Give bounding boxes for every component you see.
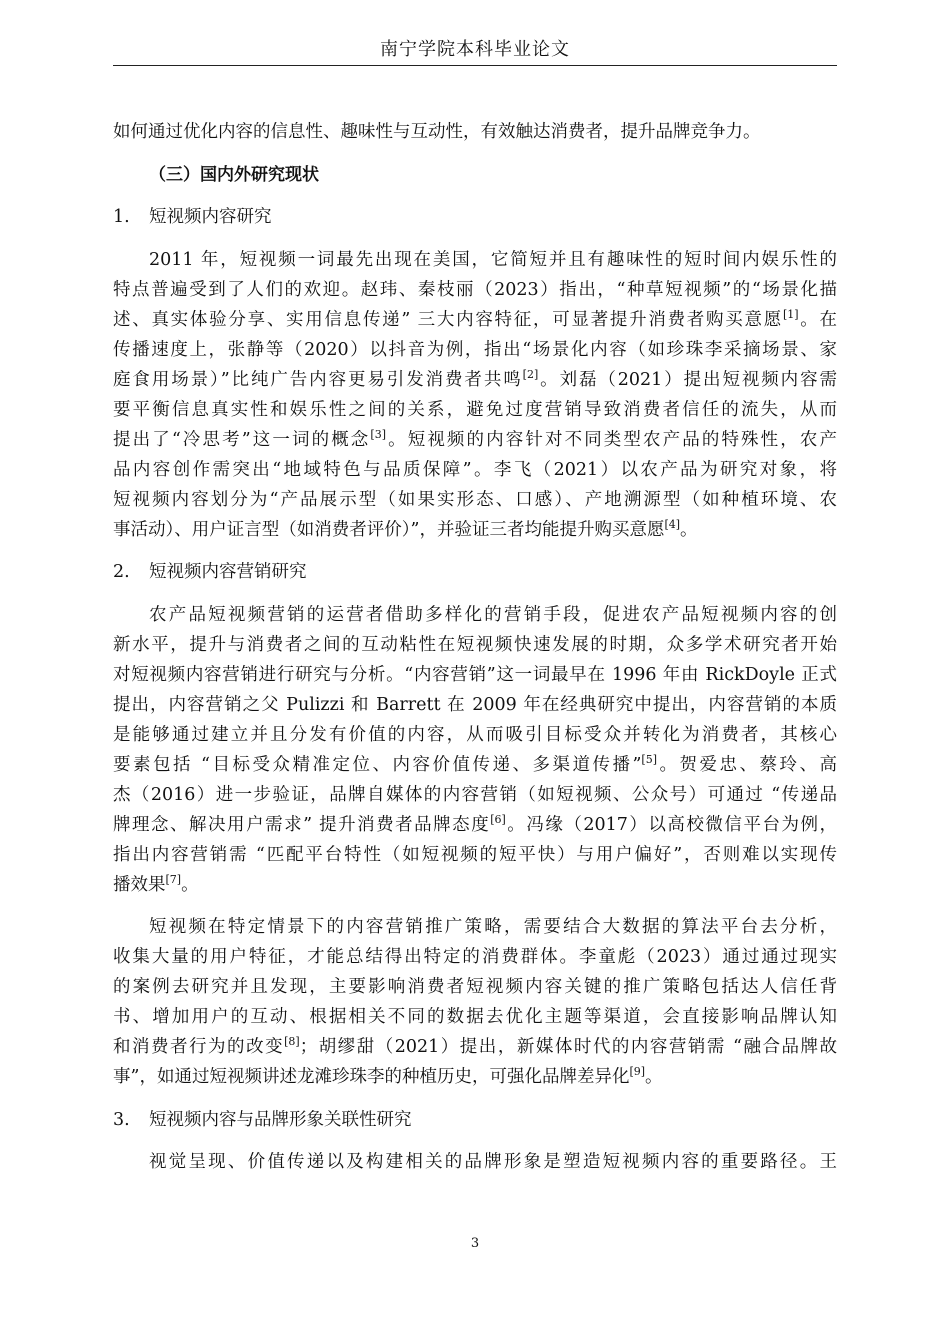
citation-ref: [3]: [370, 427, 386, 441]
page-header-title: 南宁学院本科毕业论文: [380, 39, 570, 60]
paragraph-line: 和消费者行为的改变[8]；胡缪甜（2021）提出，新媒体时代的内容营销需 “融合品牌故: [113, 1035, 837, 1057]
paragraph-line: 2011 年，短视频一词最先出现在美国，它简短并且有趣味性的短时间内娱乐性的: [149, 249, 837, 270]
paragraph-line: 是能够通过建立并且分发有价值的内容，从而吸引目标受众并转化为消费者，其核心: [113, 724, 837, 745]
paragraph-line: 述、真实体验分享、实用信息传递” 三大内容特征，可显著提升消费者购买意愿[1]。在: [113, 307, 837, 330]
subsection-number: 3.: [113, 1109, 130, 1130]
citation-ref: [5]: [641, 752, 658, 766]
subsection-number: 1.: [113, 207, 130, 227]
paragraph-line: 对短视频内容营销进行研究与分析。“内容营销”这一词最早在 1996 年由 RickDoyle 正式: [113, 664, 837, 685]
paragraph-line: 提出了“冷思考”这一词的概念[3]。短视频的内容针对不同类型农产品的特殊性，农产: [113, 427, 837, 450]
paragraph-line: 指出内容营销需 “匹配平台特性（如短视频的短平快）与用户偏好”，否则难以实现传: [113, 844, 837, 865]
subsection-heading-3: [113, 1105, 837, 1135]
paragraph-line: 事”，如通过短视频讲述龙滩珍珠李的种植历史，可强化品牌差异化[9]。: [113, 1065, 663, 1087]
paragraph-line: 传播速度上，张静等（2020）以抖音为例，指出“场景化内容（如珍珠李采摘场景、家: [113, 339, 837, 360]
document-body: [113, 117, 837, 1177]
paragraph-4: [113, 1147, 837, 1177]
subsection-heading-2: [113, 557, 837, 587]
paragraph-line: 短视频在特定情景下的内容营销推广策略，需要结合大数据的算法平台去分析，: [149, 917, 837, 937]
paragraph-line: 杰（2016）进一步验证，品牌自媒体的内容营销（如短视频、公众号）可通过 “传递品: [113, 784, 837, 805]
citation-ref: [8]: [284, 1035, 300, 1049]
subsection-heading-1: [113, 202, 837, 232]
citation-ref: [1]: [782, 307, 799, 321]
paragraph-2: [113, 600, 837, 900]
subsection-title: 短视频内容营销研究: [149, 562, 307, 582]
paragraph-line: 短视频内容划分为“产品展示型（如果实形态、口感）、产地溯源型（如种植环境、农: [113, 489, 837, 510]
paragraph-line: 收集大量的用户特征，才能总结得出特定的消费群体。李童彪（2023）通过通过现实: [113, 947, 837, 967]
paragraph-3: [113, 912, 837, 1092]
paragraph-line: 新水平，提升与消费者之间的互动粘性在短视频快速发展的时期，众多学术研究者开始: [113, 634, 837, 655]
paragraph-line: 提出，内容营销之父 Pulizzi 和 Barrett 在 2009 年在经典研究中提出，内容营销的本质: [113, 694, 837, 715]
citation-ref: [4]: [664, 517, 681, 531]
paragraph-line: 事活动）、用户证言型（如消费者评价）”，并验证三者均能提升购买意愿[4]。: [113, 517, 698, 540]
citation-ref: [2]: [522, 367, 539, 381]
paragraph-line: 视觉呈现、价值传递以及构建相关的品牌形象是塑造短视频内容的重要路径。王: [149, 1152, 837, 1172]
subsection-title: 短视频内容与品牌形象关联性研究: [149, 1109, 412, 1130]
paragraph-line: 要素包括 “目标受众精准定位、内容价值传递、多渠道传播”[5]。贺爱忠、蔡玲、高: [113, 752, 837, 775]
paragraph-line: 书、增加用户的互动、根据相关不同的数据去优化主题等渠道，会直接影响品牌认知: [113, 1007, 837, 1027]
section-heading: （三）国内外研究现状: [149, 164, 319, 185]
paragraph-line: 农产品短视频营销的运营者借助多样化的营销手段，促进农产品短视频内容的创: [149, 604, 837, 625]
paragraph-1: [113, 245, 837, 545]
paragraph-line: 特点普遍受到了人们的欢迎。赵玮、秦枝丽（2023）指出，“种草短视频”的“场景化描: [113, 279, 837, 300]
paragraph-line: 要平衡信息真实性和娱乐性之间的关系，避免过度营销导致消费者信任的流失，从而: [113, 399, 837, 420]
subsection-number: 2.: [113, 562, 130, 582]
paragraph-line: 庭食用场景）”比纯广告内容更易引发消费者共鸣[2]。刘磊（2021）提出短视频内容需: [113, 367, 837, 390]
paragraph-line: 牌理念、解决用户需求” 提升消费者品牌态度[6]。冯缘（2017）以高校微信平台为例，: [113, 812, 837, 835]
citation-ref: [7]: [165, 872, 182, 886]
paragraph-line: 的案例去研究并且发现，主要影响消费者短视频内容关键的推广策略包括达人信任背: [113, 977, 837, 997]
page-number: 3: [470, 1236, 480, 1251]
subsection-title: 短视频内容研究: [149, 207, 272, 227]
citation-ref: [9]: [629, 1065, 646, 1079]
intro-line: 如何通过优化内容的信息性、趣味性与互动性，有效触达消费者，提升品牌竞争力。: [113, 122, 761, 142]
citation-ref: [6]: [490, 812, 506, 826]
paragraph-line: 播效果[7]。: [113, 872, 199, 895]
header-divider: [113, 65, 837, 66]
paragraph-line: 品内容创作需突出“地域特色与品质保障”。李飞（2021）以农产品为研究对象，将: [113, 459, 837, 480]
